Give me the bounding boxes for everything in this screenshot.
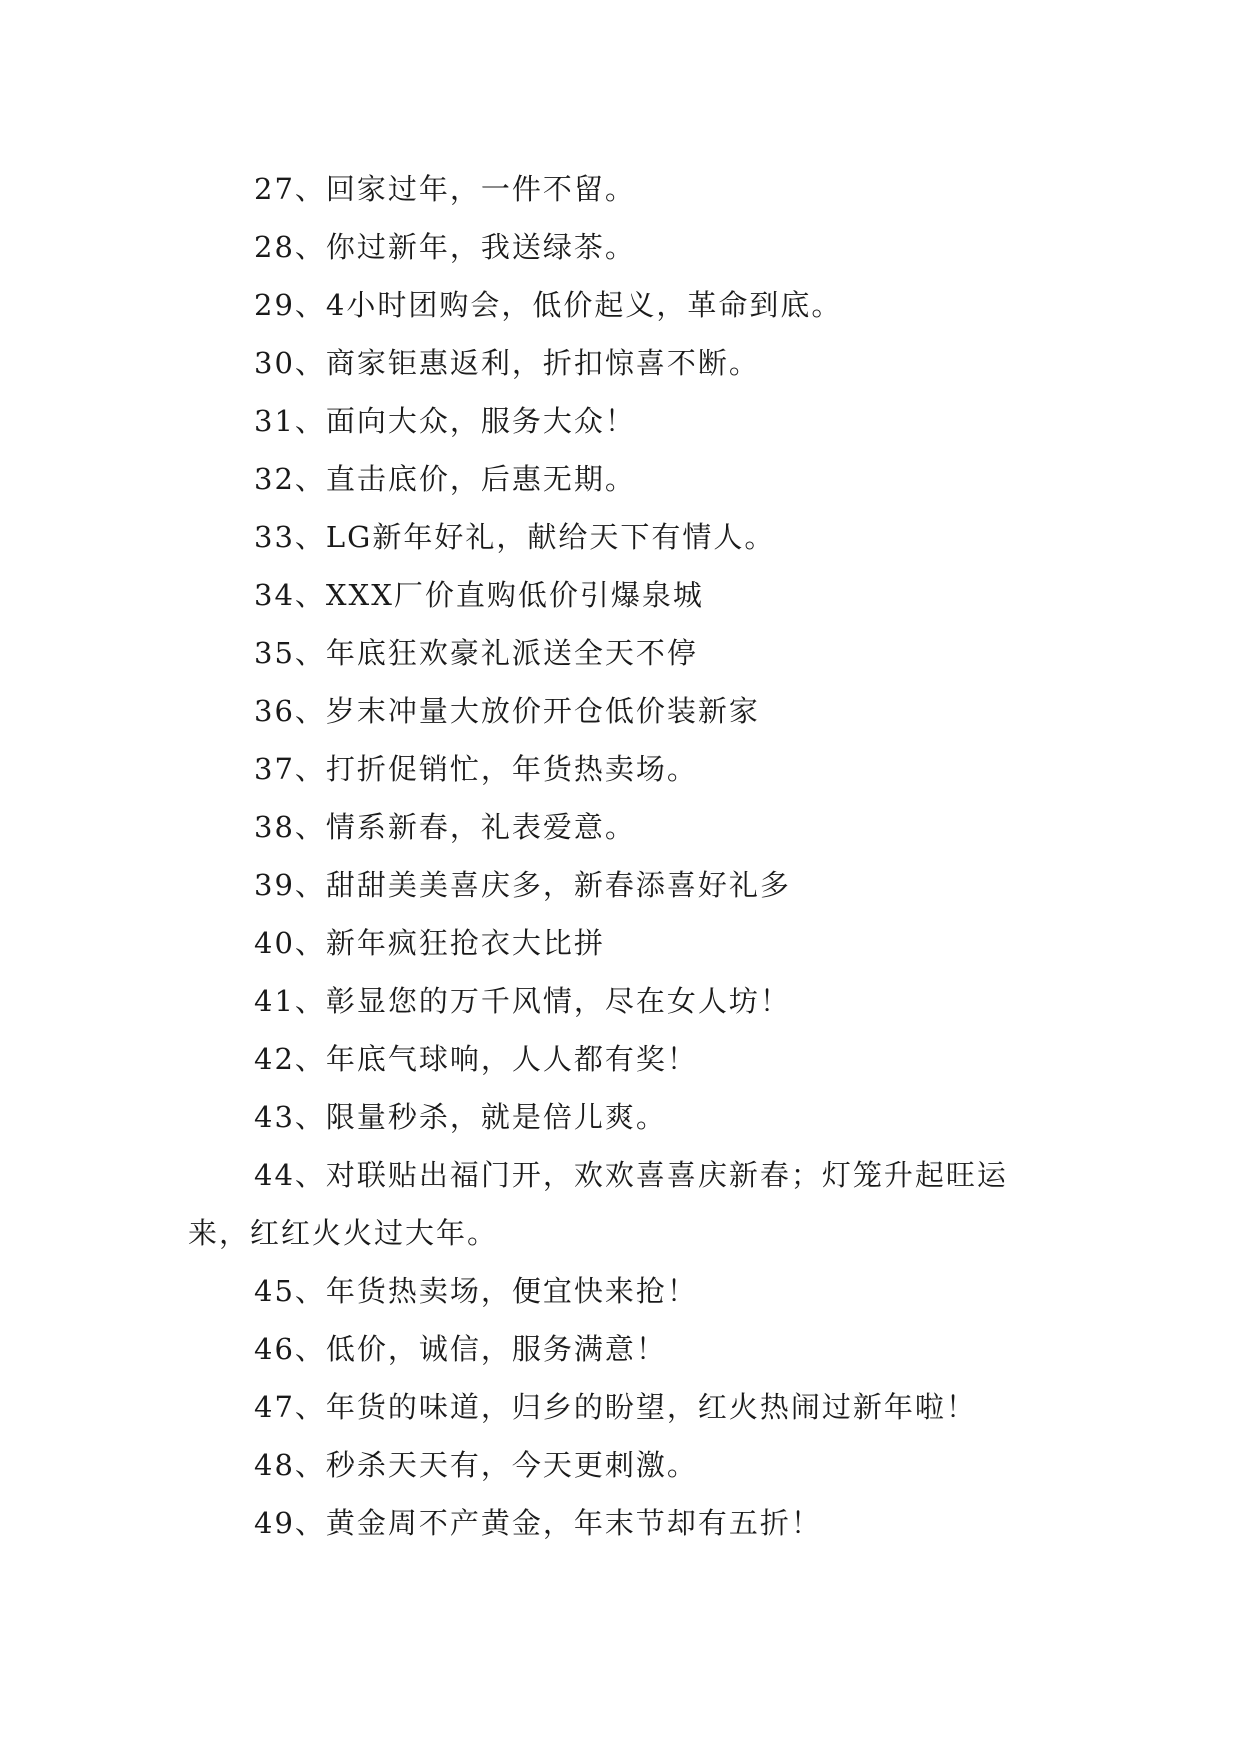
- list-item: 49、黄金周不产黄金，年末节却有五折！: [254, 1506, 822, 1540]
- list-item: 42、年底气球响，人人都有奖！: [254, 1042, 698, 1076]
- list-item: 27、回家过年，一件不留。: [254, 172, 636, 206]
- list-item-multiline: [188, 1146, 1058, 1262]
- slogan-list: [188, 160, 1058, 1552]
- list-item: 43、限量秒杀，就是倍儿爽。: [254, 1100, 667, 1134]
- list-item: 38、情系新春，礼表爱意。: [254, 810, 636, 844]
- list-item: 35、年底狂欢豪礼派送全天不停: [254, 636, 698, 670]
- list-item: 39、甜甜美美喜庆多，新春添喜好礼多: [254, 868, 791, 902]
- list-item: 29、4小时团购会，低价起义，革命到底。: [254, 288, 843, 322]
- list-item-line-2: 来，红红火火过大年。: [188, 1216, 499, 1250]
- list-item: 31、面向大众，服务大众！: [254, 404, 636, 438]
- list-item: 40、新年疯狂抢衣大比拼: [254, 926, 605, 960]
- list-item: 36、岁末冲量大放价开仓低价装新家: [254, 694, 760, 728]
- list-item-line-1: 44、对联贴出福门开，欢欢喜喜庆新春；灯笼升起旺运: [254, 1158, 1008, 1192]
- list-item: 28、你过新年，我送绿茶。: [254, 230, 636, 264]
- list-item: 45、年货热卖场，便宜快来抢！: [254, 1274, 698, 1308]
- list-item: 32、直击底价，后惠无期。: [254, 462, 636, 496]
- list-item: 37、打折促销忙，年货热卖场。: [254, 752, 698, 786]
- list-item: 46、低价，诚信，服务满意！: [254, 1332, 667, 1366]
- list-item: 48、秒杀天天有，今天更刺激。: [254, 1448, 698, 1482]
- list-item: 41、彰显您的万千风情，尽在女人坊！: [254, 984, 791, 1018]
- list-item: 33、LG新年好礼，献给天下有情人。: [254, 520, 776, 554]
- list-item: 47、年货的味道，归乡的盼望，红火热闹过新年啦！: [254, 1390, 977, 1424]
- list-item: 30、商家钜惠返利，折扣惊喜不断。: [254, 346, 760, 380]
- list-item: 34、XXX厂价直购低价引爆泉城: [254, 578, 704, 612]
